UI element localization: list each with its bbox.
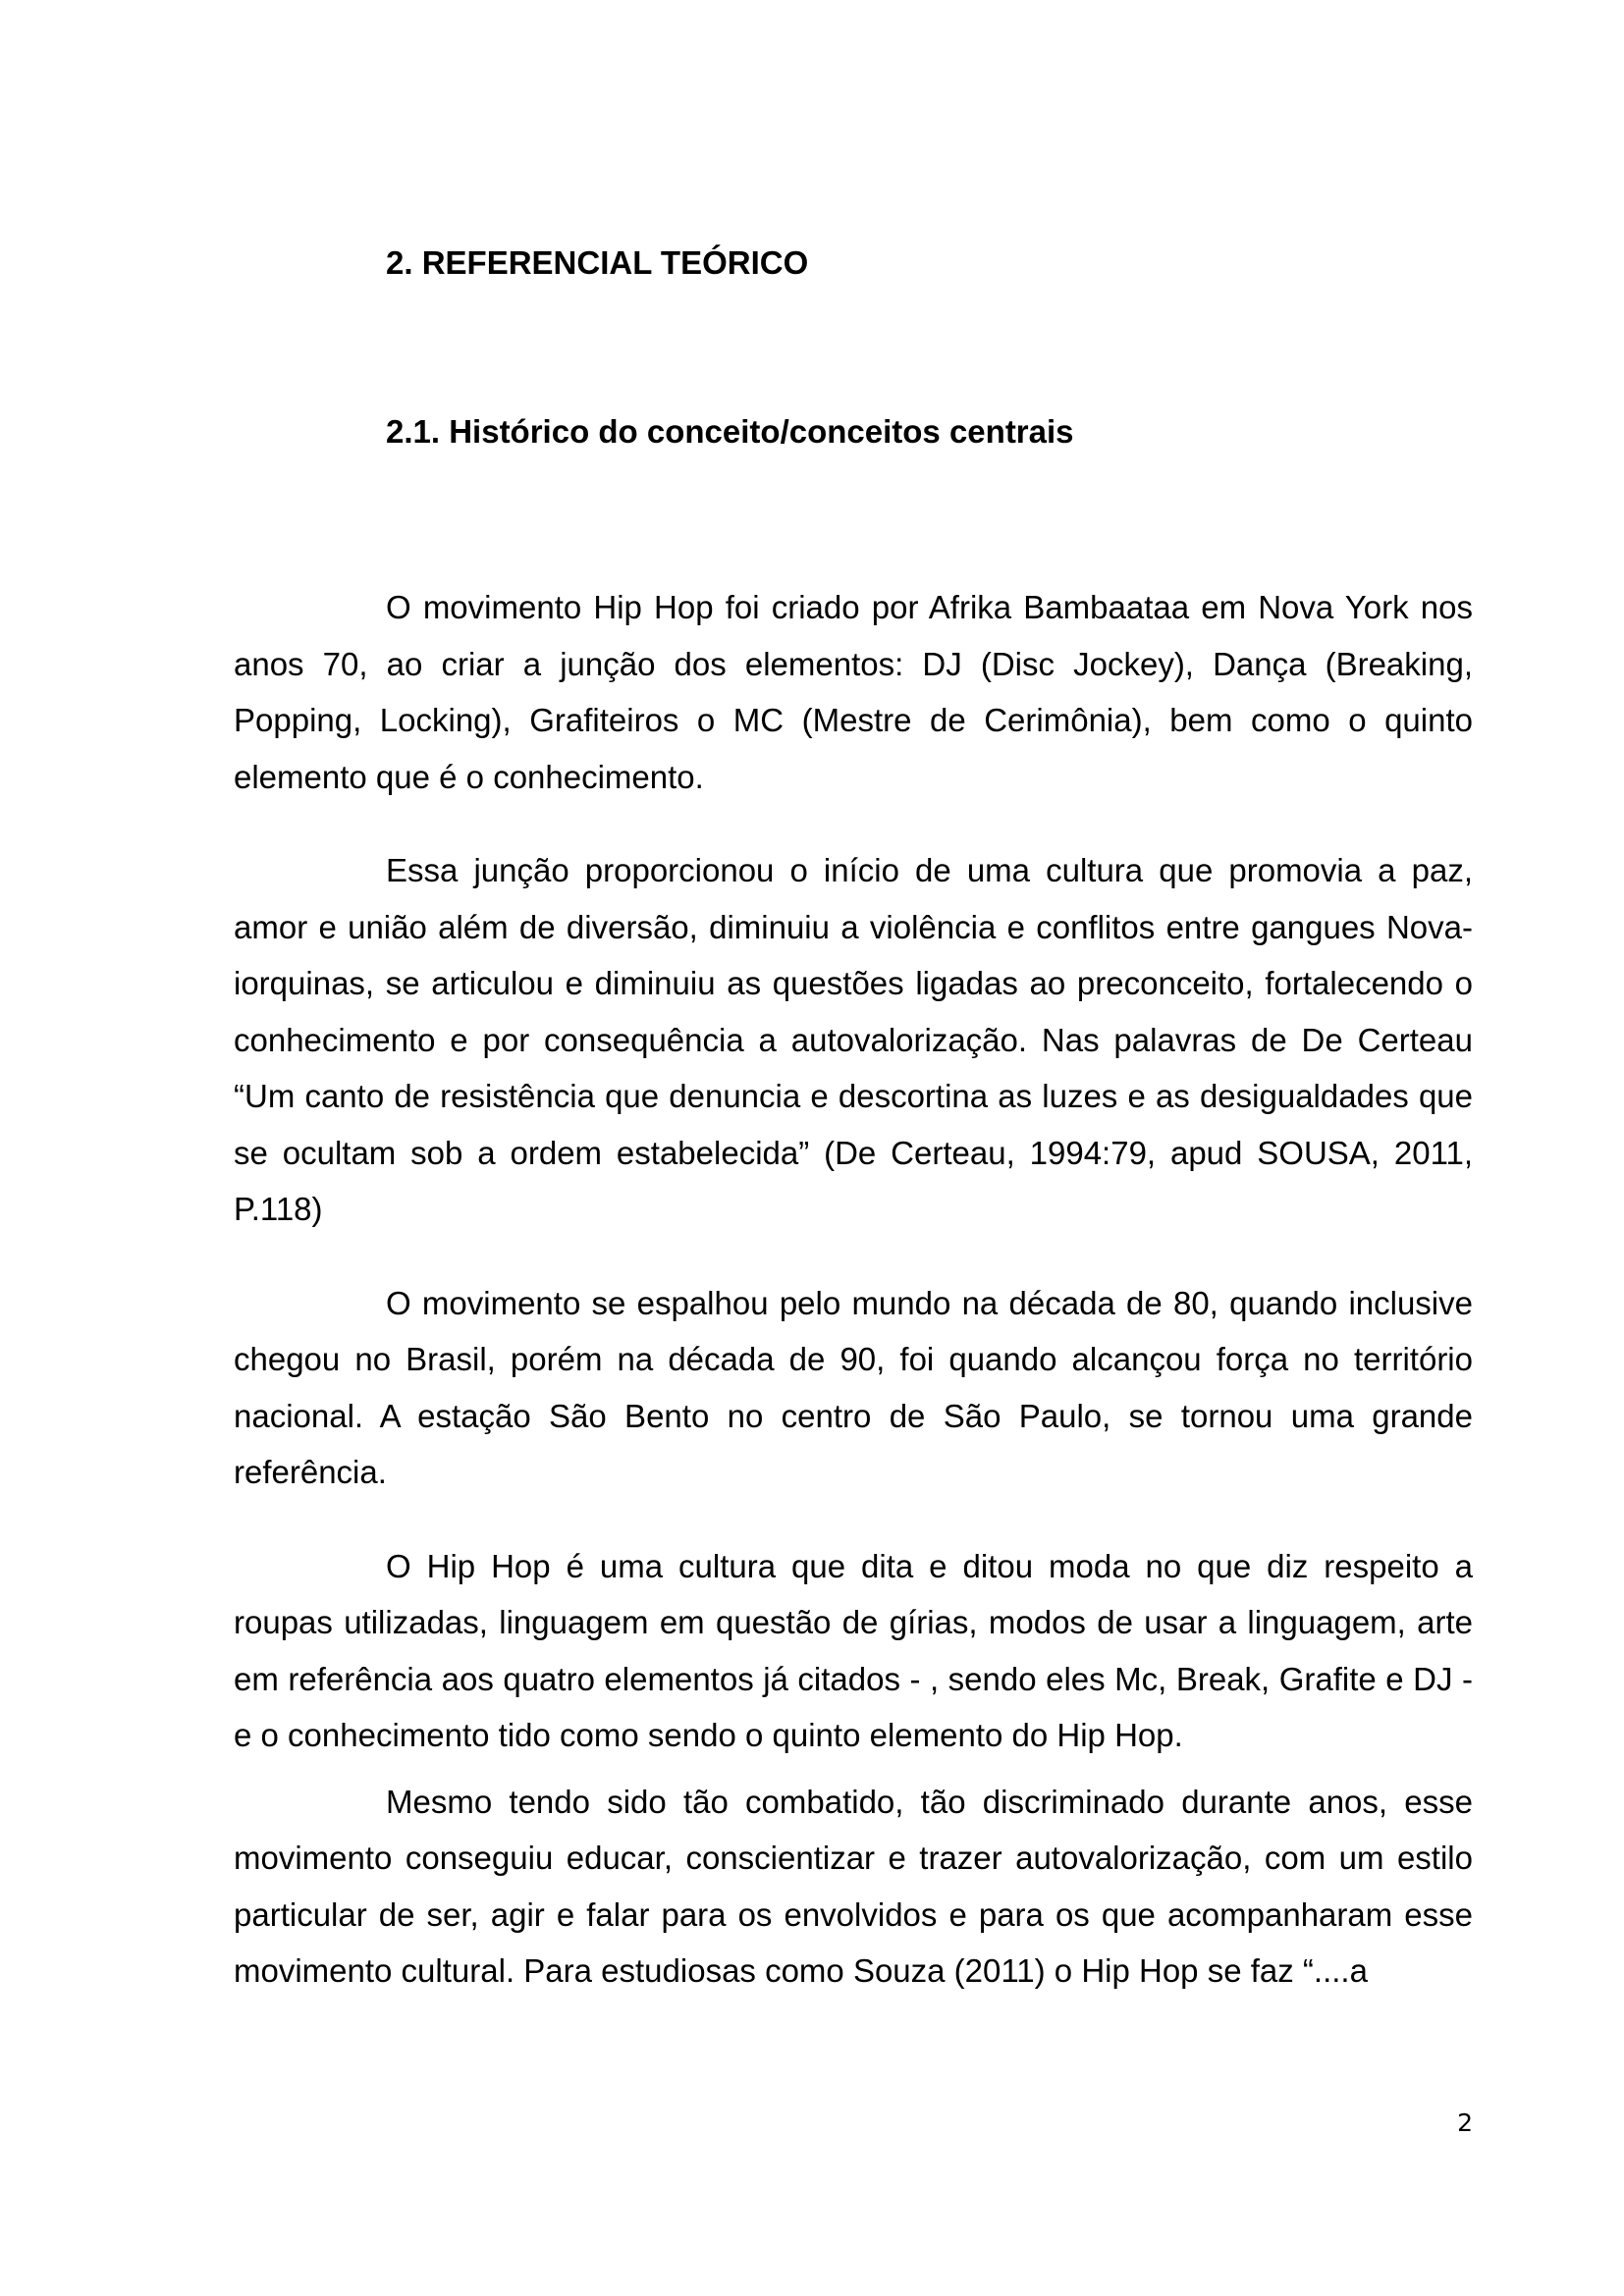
section-heading: 2. REFERENCIAL TEÓRICO [386,244,809,281]
paragraph-culture-of-peace: Essa junção proporcionou o início de uma cultura que promovia a paz, amor e união além de diversão, diminuiu a violência e conflitos entre gangues Nova-iorquinas, se articulou e diminuiu as questões ligadas ao preconceito, fortalecendo o conhecimento e por consequência a autovalorização. Nas palavras de De Certeau “Um canto de resistência que denuncia e descortina as luzes e as desigualdades que se ocultam sob a ordem estabelecida” (De Certeau, 1994:79, apud SOUSA, 2011, P.118) [234,852,1473,1227]
subsection-heading: 2.1. Histórico do conceito/conceitos centrais [386,413,1074,450]
paragraph-spread-to-brazil: O movimento se espalhou pelo mundo na década de 80, quando inclusive chegou no Brasil, porém na década de 90, foi quando alcançou força no território nacional. A estação São Bento no centro de São Paulo, se tornou uma grande referência. [234,1284,1473,1490]
paragraph-fashion-and-language: O Hip Hop é uma cultura que dita e ditou moda no que diz respeito a roupas utilizadas, linguagem em questão de gírias, modos de usar a linguagem, arte em referência aos quatro elementos já citados - , sendo eles Mc, Break, Grafite e DJ - e o conhecimento tido como sendo o quinto elemento do Hip Hop. [234,1547,1473,1753]
paragraph-movement-impact: Mesmo tendo sido tão combatido, tão discriminado durante anos, esse movimento conseguiu educar, conscientizar e trazer autovalorização, com um estilo particular de ser, agir e falar para os envolvidos e para os que acompanharam esse movimento cultural. Para estudiosas como Souza (2011) o Hip Hop se faz “....a [234,1783,1473,1989]
body-text [234,579,1473,2000]
page-number: 2 [1457,2109,1473,2137]
paragraph-hip-hop-origin: O movimento Hip Hop foi criado por Afrika Bambaataa em Nova York nos anos 70, ao criar a junção dos elementos: DJ (Disc Jockey), Dança (Breaking, Popping, Locking), Grafiteiros o MC (Mestre de Cerimônia), bem como o quinto elemento que é o conhecimento. [234,589,1473,795]
